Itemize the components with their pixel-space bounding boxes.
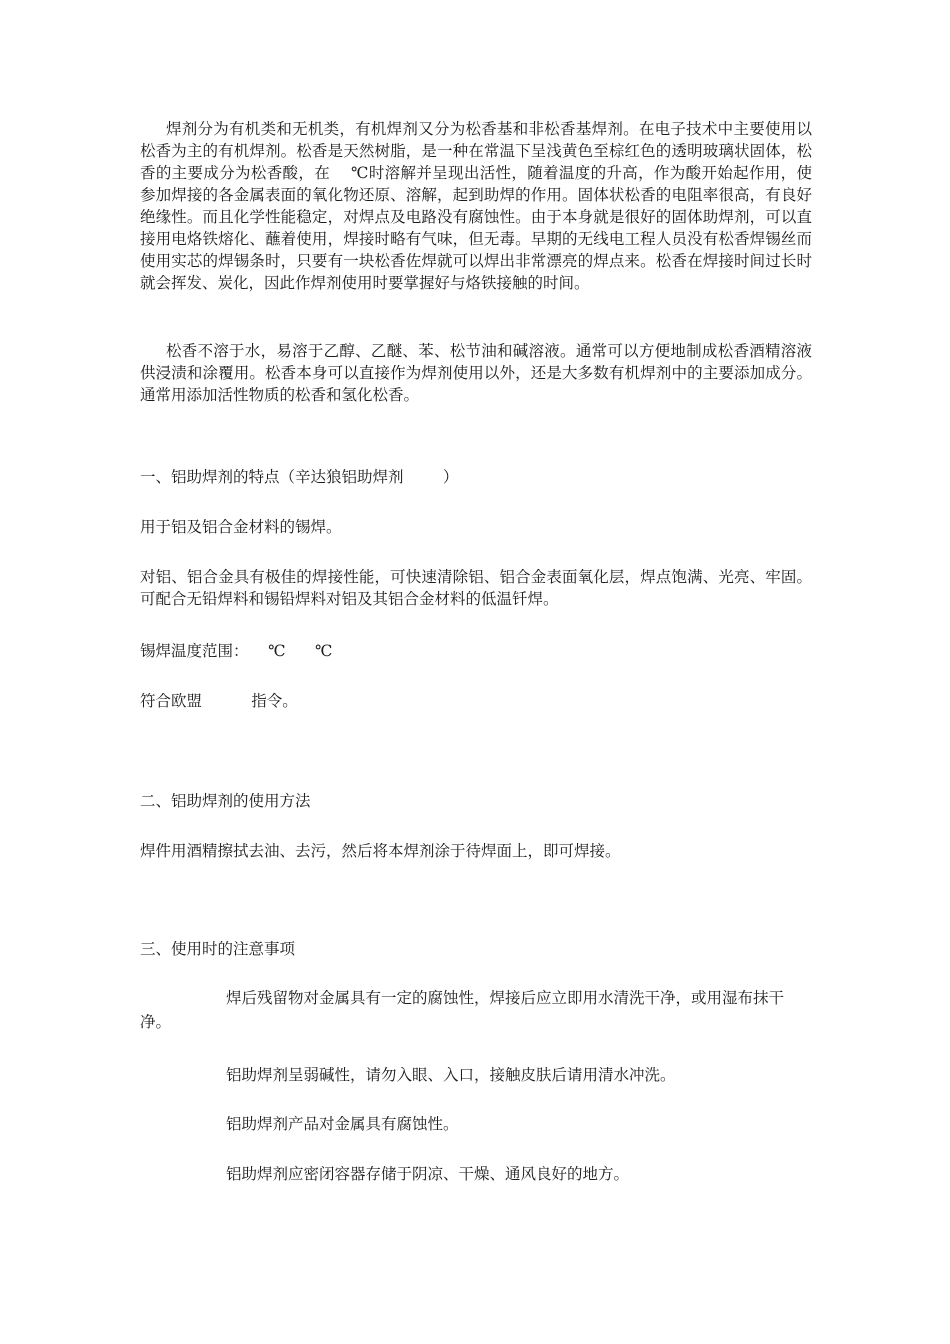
section1-temperature-range: 锡焊温度范围： ℃ ℃: [140, 642, 333, 660]
section2-method: 焊件用酒精擦拭去油、去污，然后将本焊剂涂于待焊面上，即可焊接。: [140, 842, 621, 860]
section1-use: 用于铝及铝合金材料的锡焊。: [140, 518, 342, 536]
section2-heading: 二、铝助焊剂的使用方法: [140, 792, 311, 810]
intro-paragraph-rosin: 焊剂分为有机类和无机类，有机焊剂又分为松香基和非松香基焊剂。在电子技术中主要使用以松香为主的有机焊剂。松香是天然树脂，是一种在常温下呈浅黄色至棕红色的透明玻璃状固体，松香的主要成分为松香酸，在 ℃时溶解并呈现出活性，随着温度的升高，作为酸开始起作用，使参加焊接的各金属表面的氧化物还原、溶解，起到助焊的作用。固体状松香的电阻率很高，有良好绝缘性。而且化学性能稳定，对焊点及电路没有腐蚀性。由于本身就是很好的固体助焊剂，可以直接用电烙铁熔化、蘸着使用，焊接时略有气味，但无毒。早期的无线电工程人员没有松香焊锡丝而使用实芯的焊锡条时，只要有一块松香佐焊就可以焊出非常漂亮的焊点来。松香在焊接时间过长时就会挥发、炭化，因此作焊剂使用时要掌握好与烙铁接触的时间。: [140, 120, 812, 292]
section3-note-residue: 焊后残留物对金属具有一定的腐蚀性，焊接后应立即用水清洗干净，或用湿布抹干净。: [140, 989, 785, 1031]
section3-note-storage: 铝助焊剂应密闭容器存储于阴凉、干燥、通风良好的地方。: [226, 1165, 630, 1183]
section1-heading: 一、铝助焊剂的特点（辛达狼铝助焊剂 ）: [140, 468, 459, 486]
section3-heading: 三、使用时的注意事项: [140, 940, 296, 958]
section3-note-corrosive: 铝助焊剂产品对金属具有腐蚀性。: [226, 1115, 459, 1133]
section1-eu-compliance: 符合欧盟 指令。: [140, 692, 298, 710]
intro-paragraph-solubility: 松香不溶于水，易溶于乙醇、乙醚、苯、松节油和碱溶液。通常可以方便地制成松香酒精溶液供浸渍和涂覆用。松香本身可以直接作为焊剂使用以外，还是大多数有机焊剂中的主要添加成分。通常用添加活性物质的松香和氢化松香。: [140, 342, 812, 404]
section3-note-alkaline: 铝助焊剂呈弱碱性，请勿入眼、入口，接触皮肤后请用清水冲洗。: [226, 1066, 676, 1084]
section1-description: 对铝、铝合金具有极佳的焊接性能，可快速清除铝、铝合金表面氧化层，焊点饱满、光亮、牢固。可配合无铅焊料和锡铅焊料对铝及其铝合金材料的低温钎焊。: [140, 568, 812, 608]
